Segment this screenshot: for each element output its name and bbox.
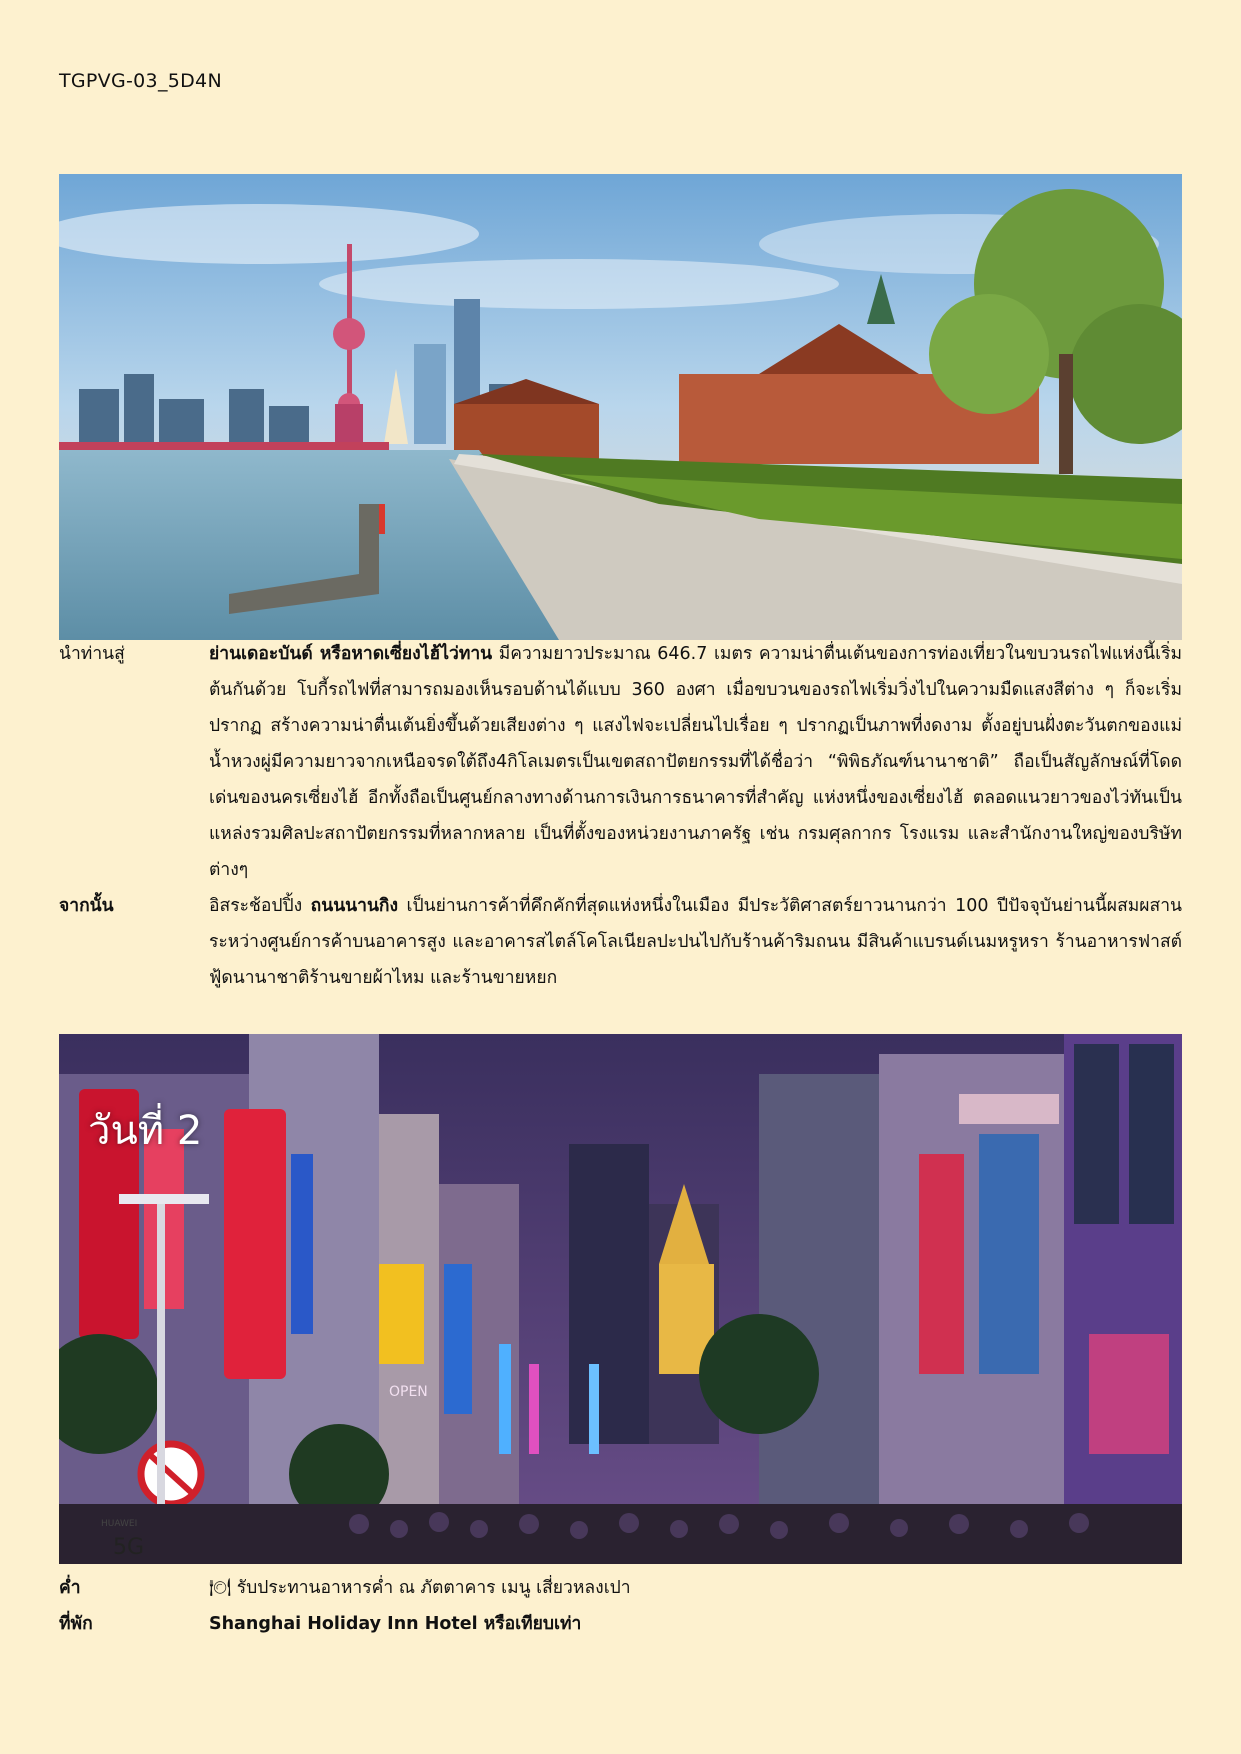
bund-name-highlight: ย่านเดอะบันด์ หรือหาดเซี่ยงไฮ้ไว่ทาน	[209, 644, 493, 664]
hotel-name: Shanghai Holiday Inn Hotel หรือเทียบเท่า	[209, 1614, 582, 1634]
bund-skyline-photo	[59, 174, 1182, 640]
section-stay	[59, 1606, 1182, 1642]
section-dinner	[59, 1570, 1182, 1606]
section-label-lead-in: นำท่านสู่	[59, 644, 125, 664]
nanjing-road-highlight: ถนนนานกิง	[310, 896, 399, 916]
section-label-stay: ที่พัก	[59, 1614, 93, 1634]
section-label-then: จากนั้น	[59, 896, 114, 916]
tour-code: TGPVG-03_5D4N	[59, 70, 222, 92]
dinner-icon: 🍽	[209, 1578, 232, 1598]
bund-skyline-illustration	[59, 174, 1182, 640]
huawei-sign: HUAWEI	[101, 1519, 138, 1529]
shopping-lead: อิสระช้อปปิ้ง	[209, 896, 311, 916]
day-title: วันที่ 2	[88, 1108, 203, 1154]
network-sign: 5G	[113, 1535, 145, 1560]
section-body-then	[209, 888, 1182, 996]
section-body-lead-in	[209, 636, 1182, 888]
section-body-dinner	[209, 1570, 1182, 1606]
bund-description: มีความยาวประมาณ 646.7 เมตร ความน่าตื่นเต้นของการท่องเที่ยวในขบวนรถไฟแห่งนี้เริ่มต้นกันด้วย โบกี้รถไฟที่สามารถมองเห็นรอบด้านได้แบบ 360 องศา เมื่อขบวนของรถไฟเริ่มวิ่งไปในความมืดแสงสีต่าง ๆ ก็จะเริ่มปรากฏ สร้างความน่าตื่นเต้นยิ่งขึ้นด้วยเสียงต่าง ๆ แสงไฟจะเปลี่ยนไปเรื่อย ๆ ปรากฏเป็นภาพที่งดงาม ตั้งอยู่บนฝั่งตะวันตกของแม่น้ำหวงผู่มีความยาวจากเหนือจรดใต้ถึง4กิโลเมตรเป็นเขตสถาปัตยกรรมที่ได้ชื่อว่า “พิพิธภัณฑ์นานาชาติ” ถือเป็นสัญลักษณ์ที่โดดเด่นของนครเซี่ยงไฮ้ อีกทั้งถือเป็นศูนย์กลางทางด้านการเงินการธนาคารที่สำคัญ แห่งหนึ่งของเซี่ยงไฮ้ ตลอดแนวยาวของไว่ทันเป็นแหล่งรวมศิลปะสถาปัตยกรรมที่หลากหลาย เป็นที่ตั้งของหน่วยงานภาครัฐ เช่น กรมศุลกากร โรงแรม และสำนักงานใหญ่ของบริษัทต่างๆ	[209, 644, 1183, 880]
nanjing-road-photo	[59, 1034, 1182, 1564]
section-then	[59, 888, 1182, 996]
nanjing-road-illustration	[59, 1034, 1182, 1564]
section-label-dinner: ค่ำ	[59, 1578, 81, 1598]
open-sign: OPEN	[389, 1384, 428, 1400]
dinner-text: รับประทานอาหารค่ำ ณ ภัตตาคาร เมนู เสี่ยวหลงเปา	[231, 1578, 631, 1598]
section-lead-in	[59, 636, 1182, 888]
nanjing-road-description: เป็นย่านการค้าที่คึกคักที่สุดแห่งหนึ่งในเมือง มีประวัติศาสตร์ยาวนานกว่า 100 ปีปัจจุบันย่านนี้ผสมผสานระหว่างศูนย์การค้าบนอาคารสูง และอาคารสไตล์โคโลเนียลปะปนไปกับร้านค้าริมถนน มีสินค้าแบรนด์เนมหรูหรา ร้านอาหารฟาสต์ฟู้ดนานาชาติร้านขายผ้าไหม และร้านขายหยก	[209, 896, 1183, 988]
